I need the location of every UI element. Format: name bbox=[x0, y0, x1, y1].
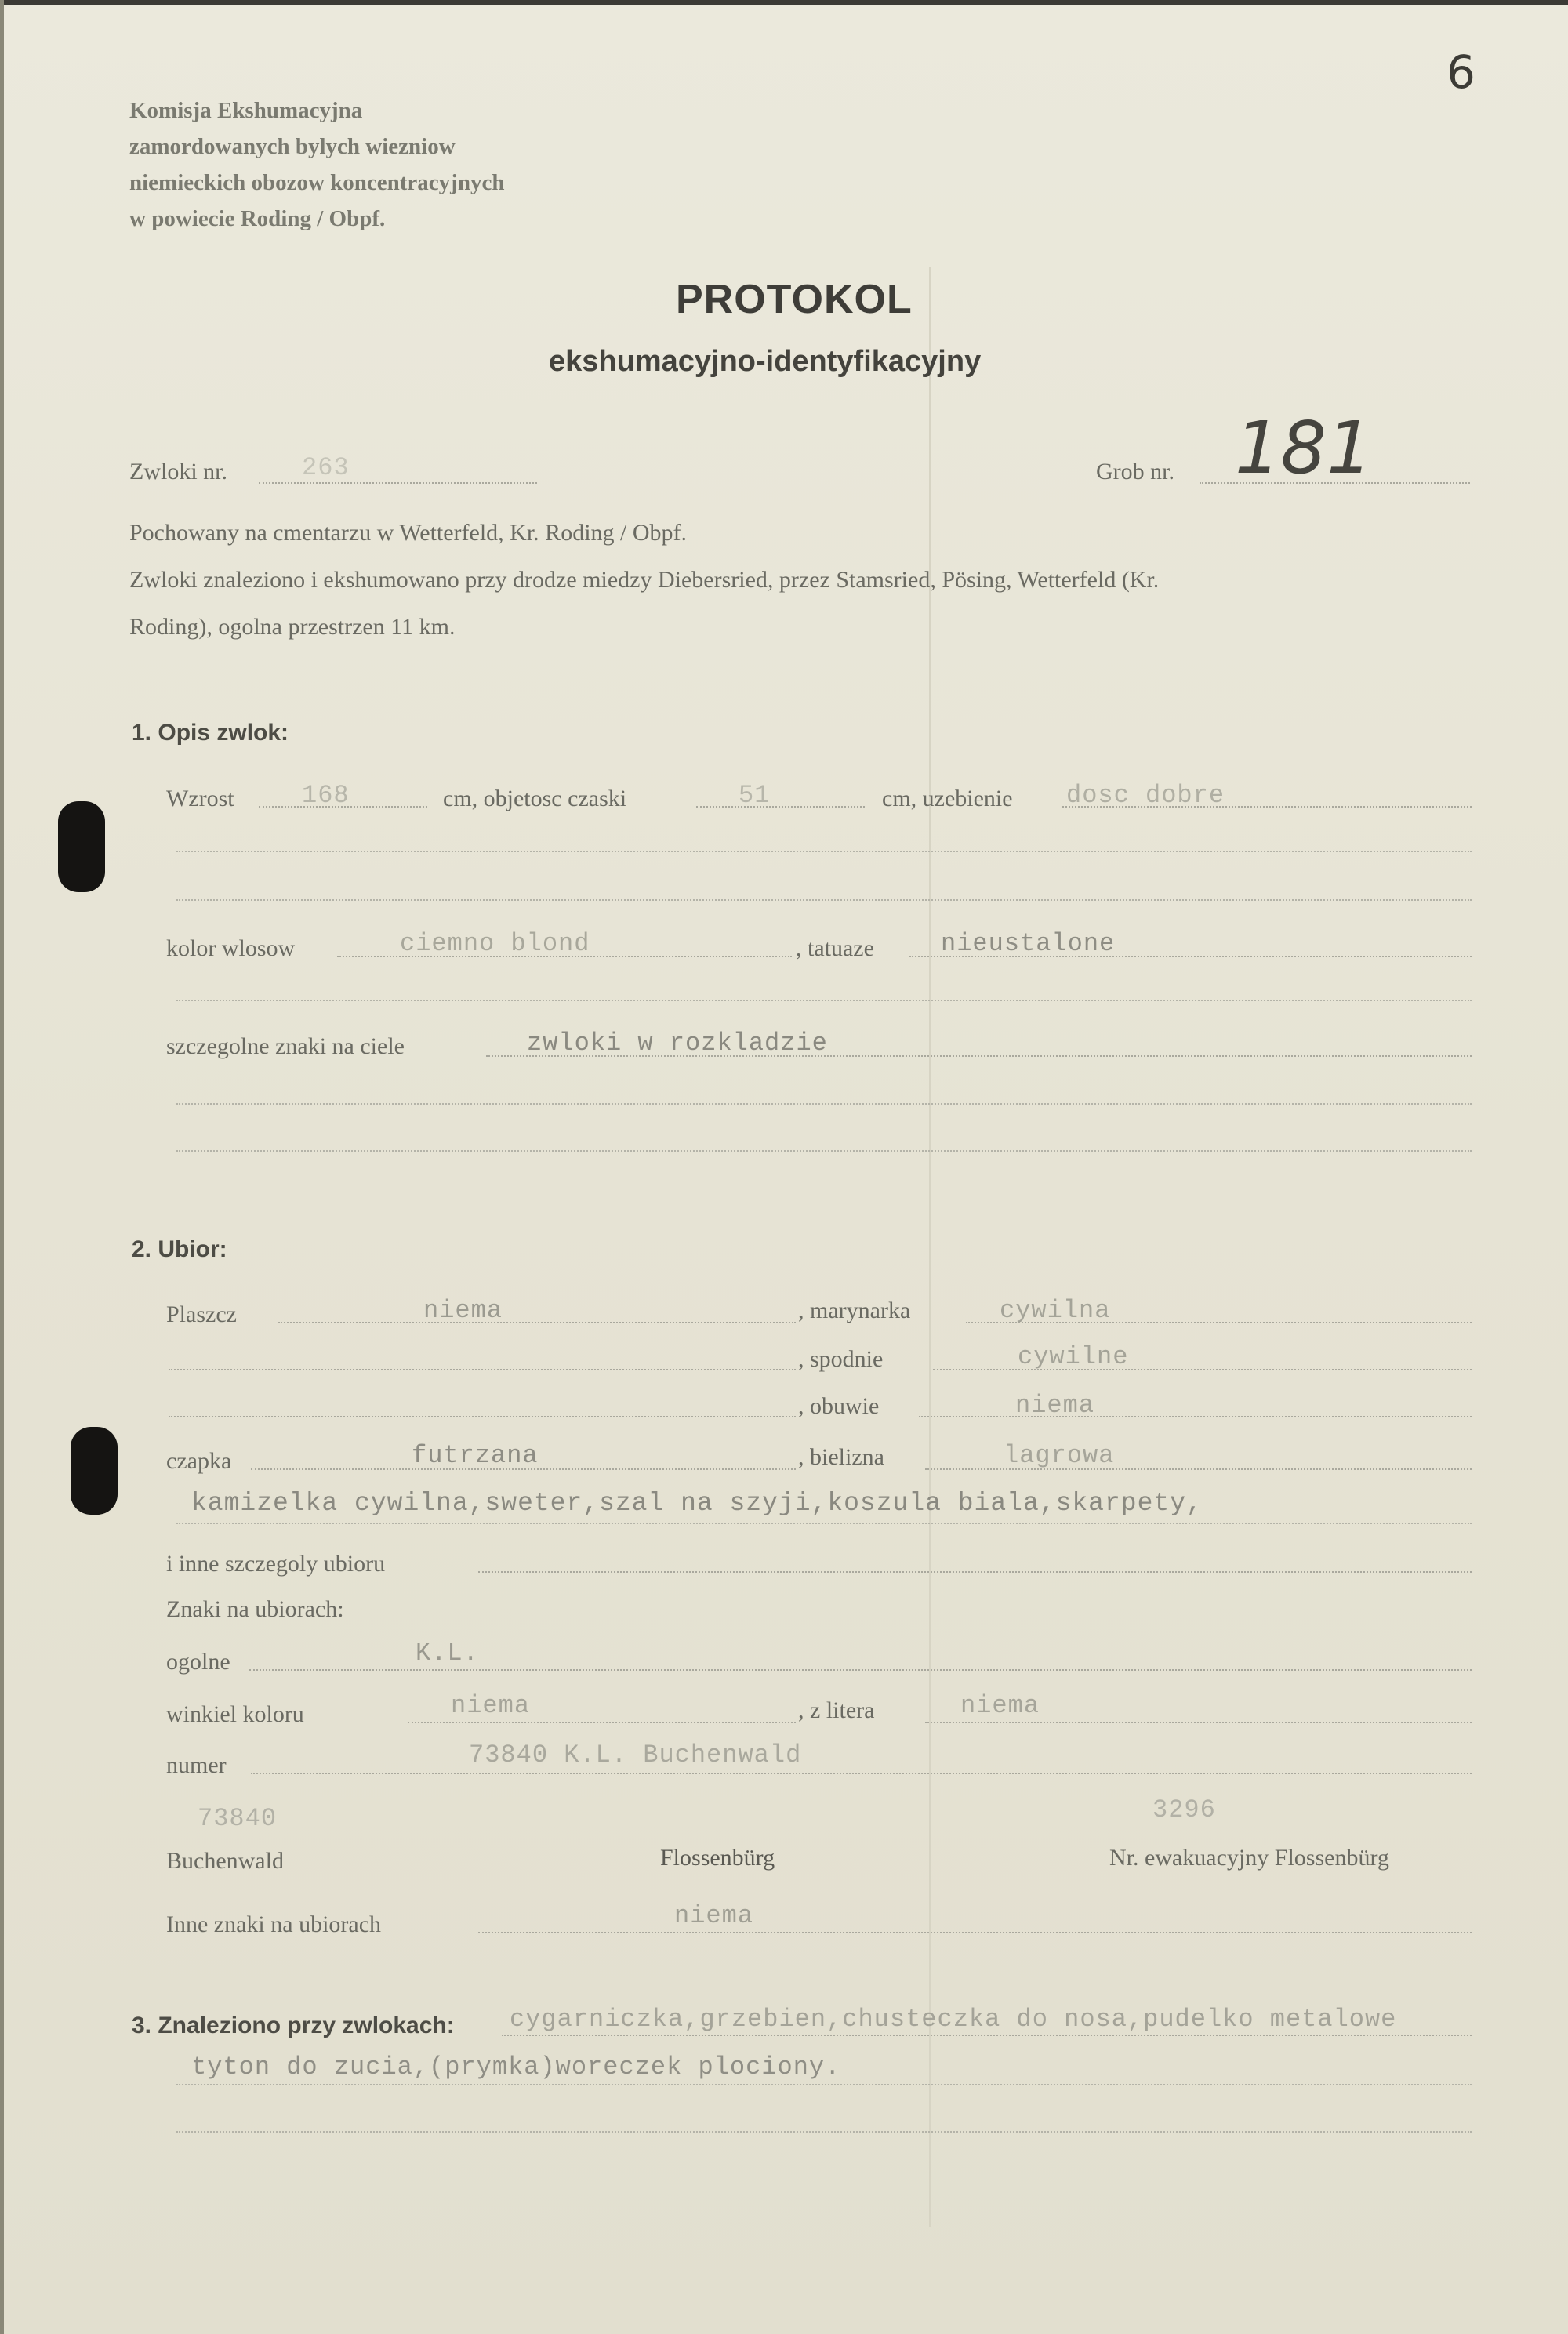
other-clothing-marks-label: Inne znaki na ubiorach bbox=[166, 1911, 382, 1937]
commission-line-2: zamordowanych bylych wiezniow bbox=[129, 134, 456, 159]
buchenwald-label: Buchenwald bbox=[166, 1848, 284, 1874]
underwear-label: , bielizna bbox=[798, 1444, 884, 1470]
cap-value: futrzana bbox=[412, 1441, 539, 1470]
scan-edge-left bbox=[0, 0, 4, 2334]
triangle-color-value: niema bbox=[451, 1691, 531, 1720]
intro-line-2: Zwloki znaleziono i ekshumowano przy drodze miedzy Diebersried, przez Stamsried, Pösing, Wetterfeld (Kr. bbox=[129, 567, 1160, 593]
special-marks-label: szczegolne znaki na ciele bbox=[166, 1033, 405, 1059]
section-2-heading: 2. Ubior: bbox=[132, 1236, 227, 1262]
grave-number-label: Grob nr. bbox=[1096, 459, 1174, 485]
found-items-line-2: tyton do zucia,(prymka)woreczek plociony. bbox=[191, 2053, 841, 2082]
trousers-value: cywilne bbox=[1018, 1342, 1129, 1371]
evacuation-number-label: Nr. ewakuacyjny Flossenbürg bbox=[1109, 1845, 1389, 1871]
clothing-extra-line: kamizelka cywilna,sweter,szal na szyji,koszula biala,skarpety, bbox=[191, 1489, 1203, 1518]
commission-line-4: w powiecie Roding / Obpf. bbox=[129, 206, 386, 231]
hair-color-value: ciemno blond bbox=[400, 929, 590, 958]
other-clothing-details-label: i inne szczegoly ubioru bbox=[166, 1551, 386, 1577]
commission-line-3: niemieckich obozow koncentracyjnych bbox=[129, 170, 505, 195]
grave-number-handwritten: 181 bbox=[1235, 406, 1373, 490]
shoes-value: niema bbox=[1015, 1391, 1095, 1420]
height-label: Wzrost bbox=[166, 786, 234, 811]
flossenburg-number-value: 3296 bbox=[1152, 1795, 1216, 1824]
cm-skull-label: cm, objetosc czaski bbox=[443, 786, 627, 811]
flossenburg-label: Flossenbürg bbox=[660, 1845, 775, 1871]
document-subtitle: ekshumacyjno-identyfikacyjny bbox=[549, 345, 982, 378]
tattoo-value: nieustalone bbox=[941, 929, 1116, 958]
trousers-label: , spodnie bbox=[798, 1346, 884, 1372]
cm-teeth-label: cm, uzebienie bbox=[882, 786, 1013, 811]
coat-label: Plaszcz bbox=[166, 1301, 237, 1327]
punch-hole-lower bbox=[71, 1427, 118, 1515]
cap-label: czapka bbox=[166, 1448, 232, 1474]
commission-line-1: Komisja Ekshumacyjna bbox=[129, 98, 363, 123]
intro-line-1: Pochowany na cmentarzu w Wetterfeld, Kr. Roding / Obpf. bbox=[129, 520, 688, 546]
punch-hole-upper bbox=[58, 801, 105, 892]
found-items-line-1: cygarniczka,grzebien,chusteczka do nosa,pudelko metalowe bbox=[510, 2005, 1397, 2034]
page-number: 6 bbox=[1446, 45, 1475, 99]
jacket-label: , marynarka bbox=[798, 1298, 911, 1323]
special-marks-value: zwloki w rozkladzie bbox=[527, 1029, 828, 1058]
number-label: numer bbox=[166, 1752, 227, 1778]
other-clothing-marks-value: niema bbox=[674, 1901, 754, 1930]
section-3-heading: 3. Znaleziono przy zwlokach: bbox=[132, 2013, 455, 2038]
teeth-value: dosc dobre bbox=[1066, 781, 1225, 810]
height-value: 168 bbox=[302, 781, 350, 810]
letter-value: niema bbox=[960, 1691, 1040, 1720]
general-marks-value: K.L. bbox=[416, 1639, 479, 1668]
intro-line-3: Roding), ogolna przestrzen 11 km. bbox=[129, 614, 456, 640]
tattoo-label: , tatuaze bbox=[796, 935, 874, 961]
shoes-label: , obuwie bbox=[798, 1393, 880, 1419]
corpse-number-label: Zwloki nr. bbox=[129, 459, 227, 485]
buchenwald-number-value: 73840 bbox=[198, 1804, 278, 1833]
number-value: 73840 K.L. Buchenwald bbox=[469, 1741, 802, 1770]
corpse-number-value: 263 bbox=[302, 453, 350, 482]
clothing-marks-heading: Znaki na ubiorach: bbox=[166, 1596, 344, 1622]
skull-value: 51 bbox=[739, 781, 771, 810]
hair-color-label: kolor wlosow bbox=[166, 935, 296, 961]
triangle-color-label: winkiel koloru bbox=[166, 1701, 304, 1727]
underwear-value: lagrowa bbox=[1004, 1441, 1115, 1470]
section-1-heading: 1. Opis zwlok: bbox=[132, 720, 289, 746]
scan-edge-top bbox=[0, 0, 1568, 5]
general-marks-label: ogolne bbox=[166, 1649, 230, 1675]
coat-value: niema bbox=[423, 1296, 503, 1325]
letter-label: , z litera bbox=[798, 1697, 875, 1723]
document-title: PROTOKOL bbox=[676, 277, 913, 322]
jacket-value: cywilna bbox=[1000, 1296, 1111, 1325]
